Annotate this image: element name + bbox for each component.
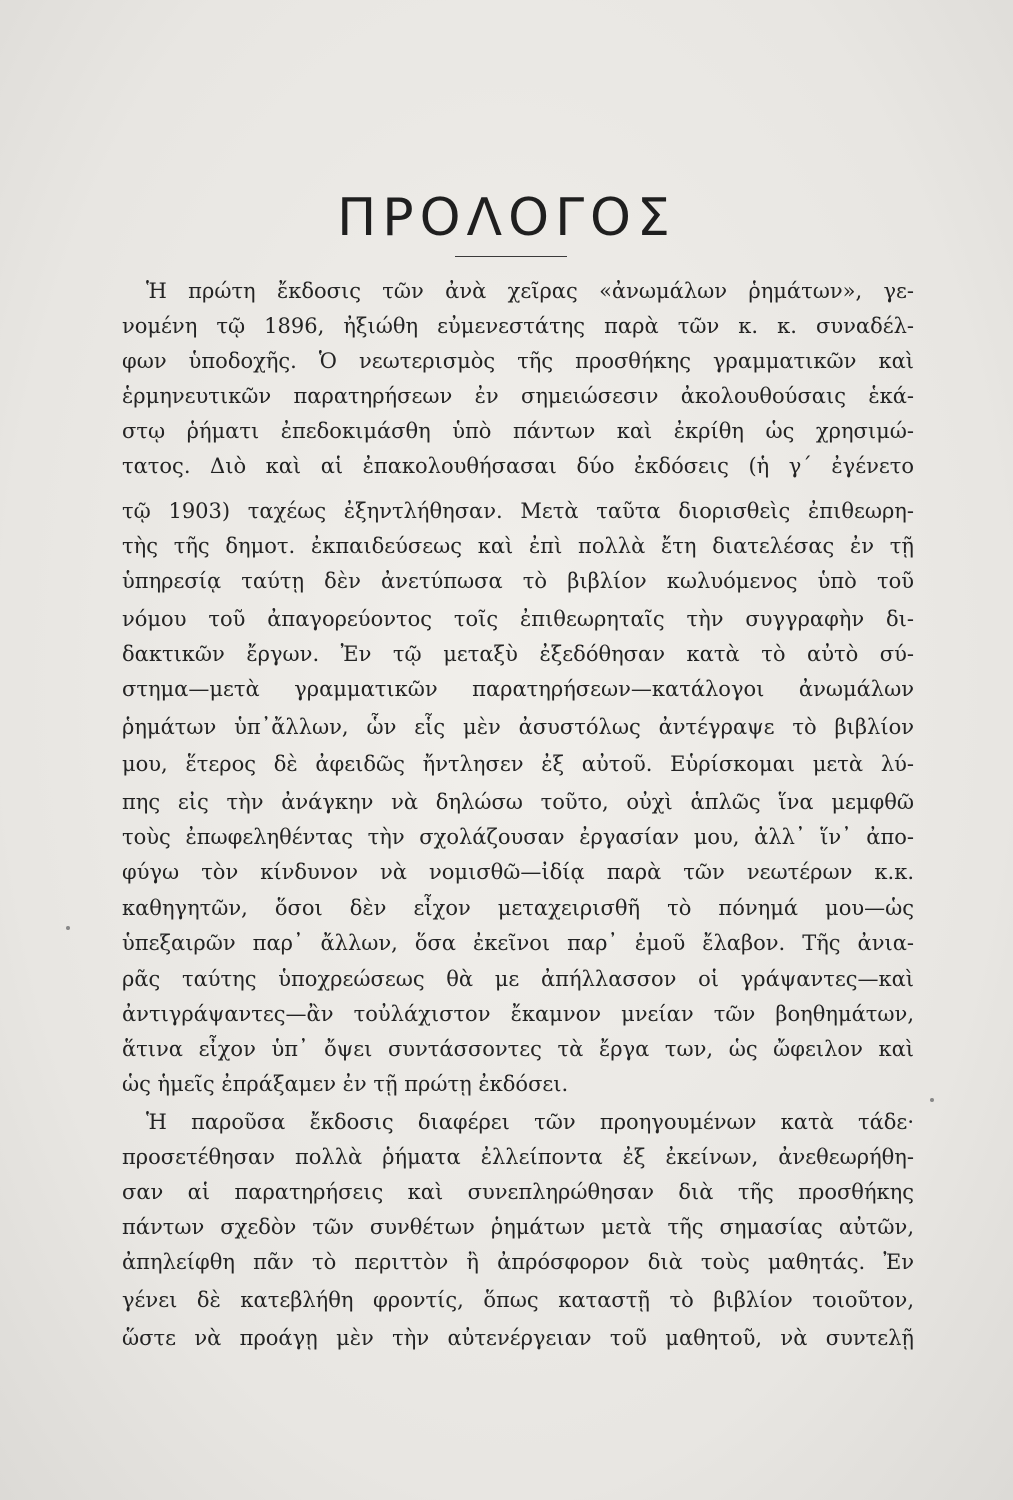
- text-line: ἀπηλείφθη πᾶν τὸ περιττὸν ἢ ἀπρόσφορον διὰ τοὺς μαθητάς. Ἐν: [122, 1250, 914, 1274]
- paper-speck: [930, 1098, 934, 1102]
- text-line: τοὺς ἐπωφεληθέντας τὴν σχολάζουσαν ἐργασίαν μου, ἀλλ᾿ ἵν᾿ ἀπο-: [122, 825, 914, 849]
- text-line: ὥστε νὰ προάγῃ μὲν τὴν αὐτενέργειαν τοῦ μαθητοῦ, νὰ συντελῇ: [122, 1326, 914, 1350]
- text-line: ῥημάτων ὑπ᾿ἄλλων, ὧν εἷς μὲν ἀσυστόλως ἀντέγραψε τὸ βιβλίον: [122, 715, 914, 739]
- text-line: ὡς ἡμεῖς ἐπράξαμεν ἐν τῇ πρώτῃ ἐκδόσει.: [122, 1072, 569, 1096]
- text-line: δακτικῶν ἔργων. Ἐν τῷ μεταξὺ ἐξεδόθησαν κατὰ τὸ αὐτὸ σύ-: [122, 642, 914, 666]
- text-line: ἅτινα εἶχον ὑπ᾿ ὄψει συντάσσοντες τὰ ἔργα των, ὡς ὤφειλον καὶ: [122, 1037, 914, 1061]
- text-line: σαν αἱ παρατηρήσεις καὶ συνεπληρώθησαν διὰ τῆς προσθήκης: [122, 1180, 914, 1204]
- text-line: ὑπεξαιρῶν παρ᾿ ἄλλων, ὅσα ἐκεῖνοι παρ᾿ ἐμοῦ ἔλαβον. Τῆς ἀνια-: [122, 931, 914, 955]
- text-line: νομένη τῷ 1896, ἠξιώθη εὐμενεστάτης παρὰ τῶν κ. κ. συναδέλ-: [122, 314, 914, 338]
- page-title: ΠΡΟΛΟΓΟΣ: [337, 188, 676, 248]
- text-line: στημα—μετὰ γραμματικῶν παρατηρήσεων—κατάλογοι ἀνωμάλων: [122, 677, 914, 701]
- text-line: φων ὑποδοχῆς. Ὁ νεωτερισμὸς τῆς προσθήκης γραμματικῶν καὶ: [122, 349, 914, 373]
- text-line: ἑρμηνευτικῶν παρατηρήσεων ἐν σημειώσεσιν ἀκολουθούσαις ἑκά-: [122, 384, 914, 408]
- text-line: τῷ 1903) ταχέως ἐξηντλήθησαν. Μετὰ ταῦτα διορισθεὶς ἐπιθεωρη-: [122, 499, 914, 523]
- text-line: Ἡ παροῦσα ἔκδοσις διαφέρει τῶν προηγουμένων κατὰ τάδε·: [146, 1110, 914, 1134]
- text-line: τατος. Διὸ καὶ αἱ ἐπακολουθήσασαι δύο ἐκδόσεις (ἡ γ΄ ἐγένετο: [122, 454, 914, 478]
- text-line: πης εἰς τὴν ἀνάγκην νὰ δηλώσω τοῦτο, οὐχὶ ἁπλῶς ἵνα μεμφθῶ: [122, 790, 914, 814]
- text-line: προσετέθησαν πολλὰ ῥήματα ἐλλείποντα ἐξ ἐκείνων, ἀνεθεωρήθη-: [122, 1145, 914, 1169]
- text-line: ρᾶς ταύτης ὑποχρεώσεως θὰ με ἀπήλλασσον οἱ γράψαντες—καὶ: [122, 967, 914, 991]
- paper-speck: [66, 926, 70, 930]
- text-line: φύγω τὸν κίνδυνον νὰ νομισθῶ—ἰδίᾳ παρὰ τῶν νεωτέρων κ.κ.: [122, 860, 914, 884]
- text-line: μου, ἕτερος δὲ ἀφειδῶς ἤντλησεν ἐξ αὐτοῦ. Εὑρίσκομαι μετὰ λύ-: [122, 752, 914, 776]
- text-line: ἀντιγράψαντες—ἂν τοὐλάχιστον ἔκαμνον μνείαν τῶν βοηθημάτων,: [122, 1002, 914, 1026]
- text-line: Ἡ πρώτη ἔκδοσις τῶν ἀνὰ χεῖρας «ἀνωμάλων ῥημάτων», γε-: [146, 279, 914, 303]
- text-line: νόμου τοῦ ἀπαγορεύοντος τοῖς ἐπιθεωρηταῖς τὴν συγγραφὴν δι-: [122, 607, 914, 631]
- text-line: τὴς τῆς δημοτ. ἐκπαιδεύσεως καὶ ἐπὶ πολλὰ ἔτη διατελέσας ἐν τῇ: [122, 534, 914, 558]
- text-line: ὑπηρεσίᾳ ταύτῃ δὲν ἀνετύπωσα τὸ βιβλίον κωλυόμενος ὑπὸ τοῦ: [122, 569, 914, 593]
- text-line: πάντων σχεδὸν τῶν συνθέτων ῥημάτων μετὰ τῆς σημασίας αὐτῶν,: [122, 1215, 914, 1239]
- text-line: καθηγητῶν, ὅσοι δὲν εἶχον μεταχειρισθῆ τὸ πόνημά μου—ὡς: [122, 896, 914, 920]
- text-line: στῳ ῥήματι ἐπεδοκιμάσθη ὑπὸ πάντων καὶ ἐκρίθη ὡς χρησιμώ-: [122, 419, 914, 443]
- text-line: γένει δὲ κατεβλήθη φροντίς, ὅπως καταστῇ τὸ βιβλίον τοιοῦτον,: [122, 1288, 914, 1312]
- title-rule: [455, 256, 567, 257]
